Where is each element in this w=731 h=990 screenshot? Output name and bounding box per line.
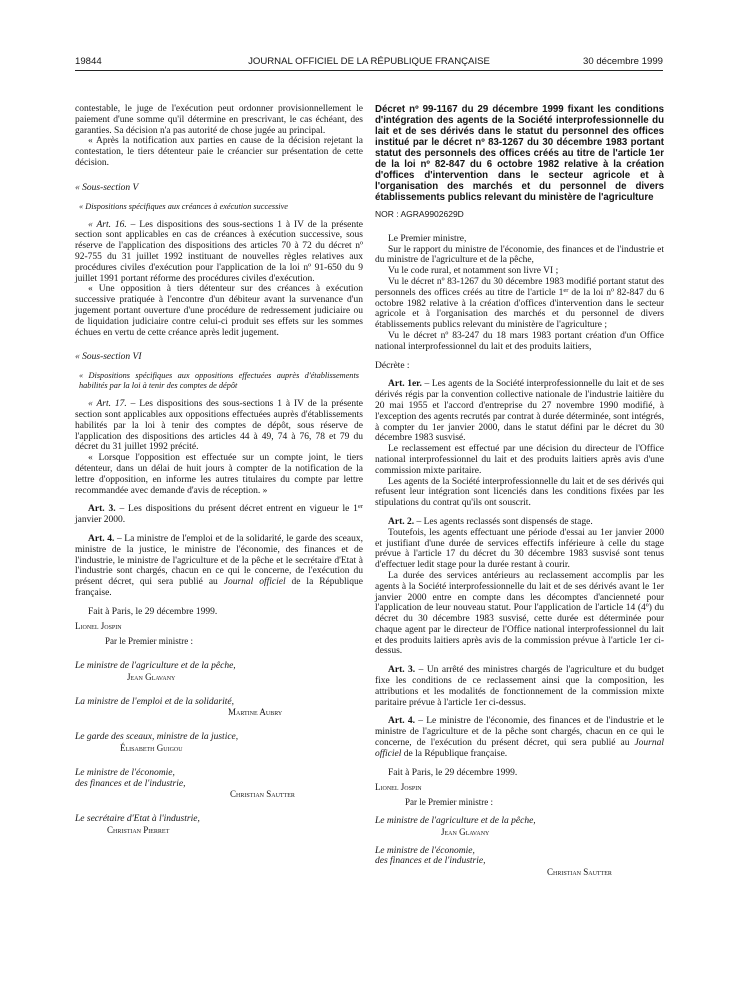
article-label: Art. 1er. <box>388 379 422 390</box>
signature-date: Fait à Paris, le 29 décembre 1999. <box>88 606 218 617</box>
article-text: – Les dispositions des sous-sections 1 à IV de la présente section sont applicables aux oppositions effectuées auprès d'établissements habilités par la loi à tenir des comptes de dépôt, sous réserve de l'application des dispositions des articles 44 à 49, 74 à 76, 78 et 79 du décret du 31 juillet 1992 précité. <box>75 399 364 453</box>
subsection-heading: « Sous-section V <box>75 182 139 193</box>
decrete-heading: Décrète : <box>375 360 410 371</box>
article-16 <box>75 220 363 285</box>
subsection-subtitle: « Dispositions spécifiques aux oppositions effectuées auprès d'établissements habilités par la loi à tenir des comptes de dépôt <box>79 371 359 391</box>
signatory-name: Élisabeth Guigou <box>120 743 183 754</box>
article-2: Art. 2. – Les agents reclassés sont dispensés de stage. <box>388 516 593 527</box>
paragraph: Le Premier ministre, <box>388 233 467 244</box>
paragraph: « Une opposition à tiers détenteur sur des créances à exécution successive pratiquée à l'encontre d'un débiteur avant la survenance d'un jugement portant ouverture d'une procédure de redressement judiciaire ou de liquidation judiciaire contre celui-ci produit ses effets sur les sommes échues en vertu de cette créance après ledit jugement. <box>75 284 363 338</box>
article-label: Art. 3. <box>388 665 416 676</box>
page-header <box>75 56 663 70</box>
decree-title: Décret nº 99-1167 du 29 décembre 1999 fixant les conditions d'intégration des agents de la Société interprofessionnelle du lait et de ses dérivés dans le statut du personnel des offices institué par le décret nº 83-1267 du 30 décembre 1983 portant statut des personnels des offices créés au titre de l'article 1er de la loi nº 82-847 du 6 octobre 1982 relative à la création d'offices d'intervention dans le secteur agricole et à l'organisation des marchés et du personnel de divers établissements publics relevant du ministère de l'agriculture <box>375 104 664 203</box>
paragraph: Vu le décret nº 83-247 du 18 mars 1983 portant création d'un Office national interprofessionnel du lait et des produits laitiers, <box>375 330 664 352</box>
page-number: 19844 <box>75 56 102 67</box>
header-rule <box>75 70 663 71</box>
article-label: Art. 4. <box>388 716 415 727</box>
journal-title: JOURNAL OFFICIEL DE LA RÉPUBLIQUE FRANÇAISE <box>248 56 490 67</box>
article-label: « Art. 16. <box>88 219 127 230</box>
article-label: Art. 4. <box>88 533 115 544</box>
paragraph: « Après la notification aux parties en cause de la décision rejetant la contestation, le tiers détenteur paie le créancier sur présentation de cette décision. <box>75 136 363 168</box>
paragraph: La durée des services antérieurs au reclassement accomplis par les agents à la Société interprofessionnelle du lait et de ses dérivés avant le 1er janvier 2000 entre en compte dans les décomptes d'ancienneté pour l'application de leur nouveau statut. Pour l'application de l'article 14 (4º) du décret du 30 décembre 1983 susvisé, cette durée est déterminée pour chaque agent par le directeur de l'Office national interprofessionnel du lait et des produits laitiers après avis de la commission prévue à l'article 1er ci-dessus. <box>375 570 664 657</box>
article-label: Art. 2. <box>388 516 415 527</box>
article-text: – Les dispositions des sous-sections 1 à IV de la présente section sont applicables en cas de créances à exécution successive, sous réserve de l'application des dispositions des articles 70 à 72 du décret nº 92-755 du 31 juillet 1992 instituant de nouvelles règles relatives aux procédures civiles d'exécution pour l'application de la loi nº 91-650 du 9 juillet 1991 portant réforme des procédures civiles d'exécution. <box>75 219 364 284</box>
signatory-title: Le ministre de l'agriculture et de la pêche, <box>375 816 536 827</box>
paragraph: Vu le code rural, et notamment son livre VI ; <box>388 266 559 277</box>
signatory-name: Christian Sautter <box>230 789 295 800</box>
article-label: Art. 3. <box>88 504 116 515</box>
issue-date: 30 décembre 1999 <box>582 56 663 67</box>
article-3: Art. 3. – Un arrêté des ministres chargés de l'agriculture et du budget fixe les conditions de ce reclassement ainsi que la composition, les attributions et les modalités de fonctionnement de la commission mixte paritaire prévue à l'article 1er ci-dessus. <box>375 665 664 708</box>
signatory-name: Lionel Jospin <box>75 621 122 632</box>
paragraph: Les agents de la Société interprofessionnelle du lait et de ses dérivés qui refusent leur intégration sont licenciés dans les conditions fixées par les stipulations du contrat qu'ils ont souscrit. <box>375 476 664 509</box>
signatory-name: Christian Sautter <box>547 867 612 878</box>
signatory-name: Jean Glavany <box>441 826 490 837</box>
paragraph: Le reclassement est effectué par une décision du directeur de l'Office national interprofessionnel du lait et des produits laitiers après avis d'une commission mixte paritaire. <box>375 444 664 476</box>
signatory-name: Martine Aubry <box>228 707 283 718</box>
signatory-name: Jean Glavany <box>127 671 176 682</box>
paragraph: contestable, le juge de l'exécution peut ordonner provisionnellement le paiement d'une somme qu'il détermine en prescrivant, le cas échéant, des garanties. Sa décision n'a pas autorité de chose jugée au principal. <box>75 104 363 136</box>
signature-intro: Par le Premier ministre : <box>405 797 493 808</box>
signatory-title: Le ministre de l'agriculture et de la pêche, <box>75 661 236 672</box>
signature-date: Fait à Paris, le 29 décembre 1999. <box>388 767 518 778</box>
paragraph: Sur le rapport du ministre de l'économie, des finances et de l'industrie et du ministre de l'agriculture et de la pêche, <box>375 244 664 266</box>
signatory-title: Le ministre de l'économie, <box>75 767 175 778</box>
article-3: Art. 3. – Les dispositions du présent décret entrent en vigueur le 1er janvier 2000. <box>75 503 363 526</box>
signatory-title: des finances et de l'industrie, <box>75 778 186 789</box>
signatory-name: Christian Pierret <box>107 825 170 836</box>
signatory-title: Le secrétaire d'Etat à l'industrie, <box>75 814 200 825</box>
article-4: Art. 4. – La ministre de l'emploi et de la solidarité, le garde des sceaux, ministre de la justice, le ministre de l'économie, des finances et de l'industrie, le ministre de l'agriculture et de la pêche et le secrétaire d'Etat à l'industrie sont chargés, chacun en ce qui le concerne, de l'exécution du présent décret, qui sera publié au Journal officiel de la République française. <box>75 533 364 598</box>
article-label: « Art. 17. <box>88 399 127 410</box>
signatory-name: Lionel Jospin <box>375 782 422 793</box>
left-column <box>75 104 363 836</box>
article-1: Art. 1er. – Les agents de la Société interprofessionnelle du lait et de ses dérivés régis par la convention collective nationale de l'industrie laitière du 20 mai 1955 et l'accord d'entreprise du 27 novembre 1990 modifié, à l'exception des agents recrutés par contrat à durée déterminée, sont intégrés, à compter du 1er janvier 2000, dans le statut défini par le décret du 30 décembre 1983 susvisé. <box>375 379 664 444</box>
signature-intro: Par le Premier ministre : <box>105 636 193 647</box>
signatory-title: Le ministre de l'économie, <box>375 845 475 856</box>
paragraph: Vu le décret nº 83-1267 du 30 décembre 1983 modifié portant statut des personnels des offices créés au titre de l'article 1er de la loi nº 82-847 du 6 octobre 1982 relative à la création d'offices d'intervention dans le secteur agricole et à l'organisation des marchés et du personnel de divers établissements publics relevant du ministère de l'agriculture ; <box>375 276 664 331</box>
article-4: Art. 4. – Le ministre de l'économie, des finances et de l'industrie et le ministre de l'agriculture et de la pêche sont chargés, chacun en ce qui le concerne, de l'exécution du présent décret, qui sera publié au Journal officiel de la République française. <box>375 716 664 759</box>
paragraph: « Lorsque l'opposition est effectuée sur un compte joint, le tiers détenteur, dans un délai de huit jours à compter de la notification de la lettre d'opposition, en informe les autres titulaires du compte par lettre recommandée avec demande d'avis de réception. » <box>75 453 363 496</box>
right-column <box>375 104 664 878</box>
paragraph: Toutefois, les agents effectuant une période d'essai au 1er janvier 2000 et justifiant d'une durée de services effectifs inférieure à celle du stage prévue à l'article 17 du décret du 30 décembre 1983 susvisé sont tenus d'effectuer ledit stage pour la durée restant à courir. <box>375 527 664 571</box>
subsection-heading: « Sous-section VI <box>75 352 142 363</box>
signatory-title: des finances et de l'industrie, <box>375 856 486 867</box>
subsection-subtitle: « Dispositions spécifiques aux créances à exécution successive <box>79 201 288 211</box>
signatory-title: La ministre de l'emploi et de la solidarité, <box>75 696 234 707</box>
article-17 <box>75 399 363 453</box>
nor-reference: NOR : AGRA9902629D <box>375 209 464 219</box>
signatory-title: Le garde des sceaux, ministre de la justice, <box>75 732 239 743</box>
